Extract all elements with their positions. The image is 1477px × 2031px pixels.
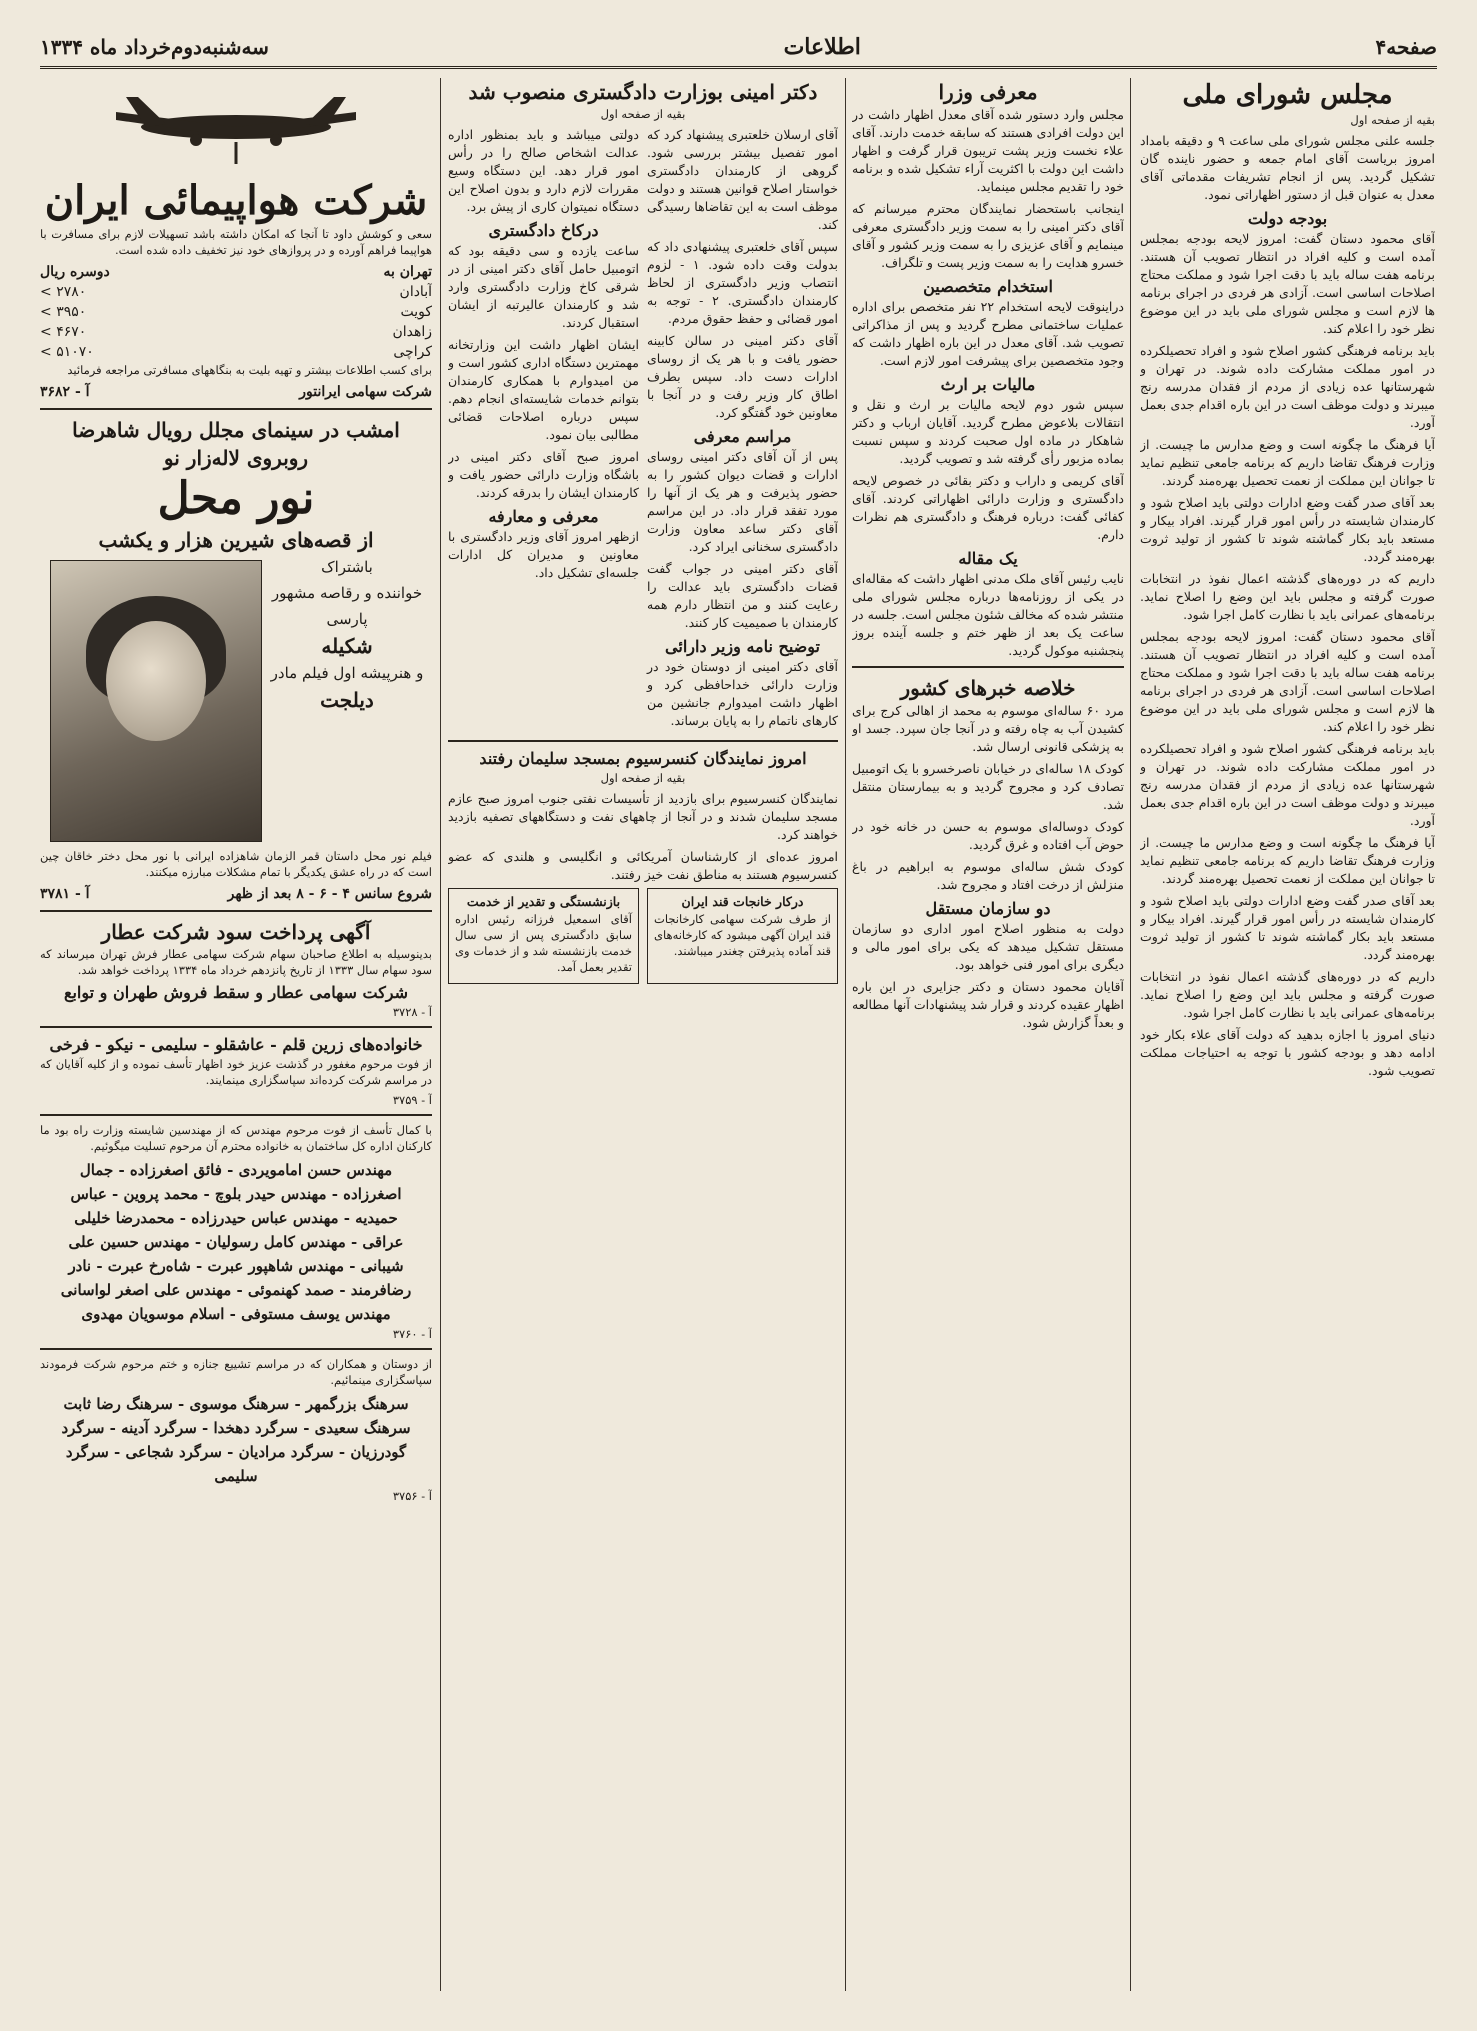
ad-title: خانواده‌های زرین قلم - عاشقلو - سلیمی - نیکو - فرخی <box>49 1035 423 1054</box>
actress-photo <box>50 560 262 842</box>
officers-ad <box>40 1356 432 1504</box>
names-line: سلیمی <box>214 1467 258 1485</box>
article-paragraph: نمایندگان کنسرسیوم برای بازدید از تأسیسات نفتی جنوب امروز صبح عازم مسجد سلیمان شدند و در آنجا از چاههای نفت و دستگاههای تصفیه بازدید خواهند کرد. <box>448 791 838 842</box>
fare-row: زاهدان ۴۶۷۰ > <box>40 324 432 340</box>
cast-intro: باشتراک <box>321 558 373 576</box>
film-subtitle: از قصه‌های شیرین هزار و یکشب <box>98 528 374 552</box>
column-rule <box>1130 78 1131 1991</box>
article-paragraph: آقای محمود دستان گفت: امروز لایحه بودجه بمجلس آمده است و کلیه افراد در انتظار تصویب آن هستند. برنامه هفت ساله باید با دقت اجرا شود و مملکت محتاج اصلاحات اساسی است. آزادی هر فردی در اجرای برنامه ها لازم است و مجلس شورای ملی باید در این موضوع نظر خود را اعلام کند. <box>1140 231 1435 336</box>
article-paragraph: سپس آقای خلعتبری پیشنهادی داد که بدولت وقت داده شود. ۱ - لزوم انتصاب وزیر دادگستری از لحاظ کارمندان دادگستری. ۲ - توجه به امور قضائی و حفظ حقوق مردم. <box>647 239 838 326</box>
divider <box>852 666 1124 668</box>
cinema-line2: روبروی لاله‌زار نو <box>163 446 309 470</box>
airplane-icon <box>86 82 386 172</box>
box-title: بازنشستگی و تقدیر از خدمت <box>466 894 621 909</box>
article-paragraph: نایب رئیس آقای ملک مدنی اظهار داشت که مقاله‌ای در یکی از روزنامه‌ها درباره مجلس شورای ملی منتشر شده که مخالف شئون مجلس است. جلسه در ساعت یک بعد از ظهر ختم و جلسه آینده بروز پنجشنبه موکول گردید. <box>852 571 1124 658</box>
airline-contact: برای کسب اطلاعات بیشتر و تهیه بلیت به بنگاههای مسافرتی مراجعه فرمائید <box>67 363 432 377</box>
fares-header <box>40 262 432 282</box>
names-line: عراقی - مهندس کامل رسولیان - مهندس حسین علی <box>68 1233 404 1251</box>
ad-code: آ - ۳۶۸۲ <box>40 384 90 400</box>
article-paragraph: آقایان محمود دستان و دکتر جزایری در این باره اظهار عقیده کردند و قرار شد پیشنهادات آنها مطالعه و بعداً گزارش شود. <box>852 979 1124 1030</box>
ad-code: آ - ۳۷۸۱ <box>40 886 90 902</box>
names-line: شیبانی - مهندس شاهپور عبرت - شاه‌رخ عبرت - نادر <box>68 1257 404 1275</box>
subhead-article: یک مقاله <box>958 549 1018 568</box>
article-paragraph: دولت به منظور اصلاح امور اداری دو سازمان مستقل تشکیل میدهد که یکی برای امور مالی و دیگری برای امور فنی خواهد بود. <box>852 921 1124 972</box>
cinema-body <box>40 554 432 848</box>
article-paragraph: ساعت یازده و سی دقیقه بود که اتومبیل حامل آقای دکتر امینی از در شرقی کاخ وزارت دادگستری وارد شد و کارمندان عالیرتبه از ایشان استقبال کردند. <box>448 243 639 330</box>
headline-justice-minister: دکتر امینی بوزارت دادگستری منصوب شد <box>468 80 818 104</box>
article-paragraph: جلسه علنی مجلس شورای ملی ساعت ۹ و دقیقه بامداد امروز بریاست آقای امام جمعه و حضور ناینده گان تشکیل گردید. پس از انجام تشریفات مقدماتی آقای معدل به عنوان قبل از دستور اظهاراتی نمود. <box>1140 133 1435 202</box>
subhead-inheritance-tax: مالیات بر ارث <box>940 375 1036 394</box>
subhead-introduction: مراسم معرفی <box>693 427 792 446</box>
ad-text: از دوستان و همکاران که در مراسم تشییع جنازه و ختم مرحوم شرکت فرمودند سپاسگزاری مینمائیم. <box>40 1357 432 1387</box>
article-paragraph: آقای دکتر امینی در سالن کابینه حضور یافت و با هر یک از روسای ادارات دست داد. سپس بطرف اطاق کار وزیر رفت و در آنجا با معاونین خود گفتگو کرد. <box>647 333 838 420</box>
names-line: مهندس حسن امامویردی - فائق اصغرزاده - جمال <box>79 1161 393 1179</box>
film-title: نور محل <box>157 473 315 524</box>
fare-row: آبادان ۲۷۸۰ > <box>40 284 432 300</box>
continued-note: بقیه از صفحه اول <box>600 107 686 121</box>
ad-code: آ - ۳۷۲۸ <box>392 1005 432 1019</box>
names-line: حمیدیه - مهندس عباس حیدرزاده - محمدرضا خلیلی <box>74 1209 398 1227</box>
subhead-justice-palace: درکاخ دادگستری <box>488 221 599 240</box>
article-paragraph: آیا فرهنگ ما چگونه است و وضع مدارس ما چیست. از وزارت فرهنگ تقاضا داریم که برنامه جامعی تنظیم نماید تا جوانان این مملکت از نعمت تحصیل بهره‌مند گردند. <box>1140 437 1435 488</box>
article-paragraph: بعد آقای صدر گفت وضع ادارات دولتی باید اصلاح شود و کارمندان شایسته در رأس امور قرار گیرند. افراد بیکار و مستعد باید بکار گماشته شوند تا کشور از تولید ثروت بهره‌مند گردد. <box>1140 495 1435 564</box>
article-paragraph: دراینوقت لایحه استخدام ۲۲ نفر متخصص برای اداره عملیات ساختمانی مطرح گردید و پس از مذاکراتی تصویب شد. آقای معدل در این باره اظهار داشت که وجود متخصصین برای پیشرفت امور لازم است. <box>852 299 1124 368</box>
headline-country-news: خلاصه خبرهای کشور <box>900 676 1076 700</box>
article-paragraph: آیا فرهنگ ما چگونه است و وضع مدارس ما چیست. از وزارت فرهنگ تقاضا داریم که برنامه جامعی تنظیم نماید تا جوانان این مملکت از نعمت تحصیل بهره‌مند گردند. <box>1140 835 1435 886</box>
star-name: دیلجت <box>320 688 374 712</box>
film-description: فیلم نور محل داستان قمر الزمان شاهزاده ایرانی با نور محل دختر خاقان چین است که در راه عشق یکدیگر با تمام مشکلات مبارزه میکنند. <box>40 849 432 879</box>
subcolumn-left <box>448 126 639 734</box>
article-paragraph: آقای ارسلان خلعتبری پیشنهاد کرد که امور تفصیل بیشتر بررسی شود. گروهی از کارمندان دادگستری خواستار اصلاح قوانین هستند و دولت موظف است به این تقاضاها رسیدگی کند. <box>647 127 838 232</box>
airline-text: سعی و کوشش داود تا آنجا که امکان داشته باشد تسهیلات لازم برای مسافرت با هواپیما فراهم آورده و در پروازهای خود نیز تخفیف داده شده است. <box>40 227 432 257</box>
divider <box>40 1026 432 1028</box>
headline-consortium: امروز نمایندگان کنسرسیوم بمسجد سلیمان رفتند <box>479 749 807 768</box>
article-paragraph: ازظهر امروز آقای وزیر دادگستری با معاونین و مدیران کل ادارات جلسه‌ای تشکیل داد. <box>448 529 639 580</box>
cast-role: و هنرپیشه اول فیلم مادر <box>270 664 424 682</box>
article-paragraph: اینجانب باستحضار نمایندگان محترم میرسانم که آقای دکتر امینی را به سمت وزیر دادگستری معرفی مینمایم و آقای عزیزی را به سمت وزیر کشور و آقای خسرو هدایت را به سمت وزیر پست و تلگراف. <box>852 201 1124 270</box>
article-paragraph: سپس شور دوم لایحه مالیات بر ارث و نقل و انتقالات بلاعوض مطرح گردید. آقایان ارباب و دکتر شاهکار در ماده اول صحبت کردند و سپس نسبت بماده مزبور رأی گرفته شد و تصویب گردید. <box>852 397 1124 466</box>
column-ministers <box>852 78 1124 1991</box>
issue-date: سه‌شنبه‌دوم‌خرداد ماه ۱۳۳۴ <box>40 35 269 59</box>
cinema-line1: امشب در سینمای مجلل رویال شاهرضا <box>72 418 400 442</box>
masthead <box>40 28 1437 69</box>
ad-text: بدینوسیله به اطلاع صاحبان سهام شرکت سهامی عطار فرش تهران میرساند که سود سهام سال ۱۳۳۳ از تاریخ پانزدهم خرداد ماه ۱۳۳۴ پرداخت خواهد شد. <box>40 947 432 977</box>
two-column-text <box>448 126 838 734</box>
star-name: شکیله <box>321 634 373 658</box>
column-rule <box>845 78 846 1991</box>
article-paragraph: آقای کریمی و داراب و دکتر بقائی در خصوص لایحه دادگستری و وزارت دارائی اظهاراتی کردند. آقای کفائی گفت: درباره فرهنگ و دادگستری هم نظرات دارم. <box>852 473 1124 542</box>
bottom-boxes <box>448 888 838 984</box>
article-paragraph: آقای محمود دستان گفت: امروز لایحه بودجه بمجلس آمده است و کلیه افراد در انتظار تصویب آن هستند. برنامه هفت ساله باید با دقت اجرا شود و مملکت محتاج اصلاحات اساسی است. آزادی هر فردی در اجرای برنامه ها لازم است و مجلس شورای ملی باید در این موضوع نظر خود را اعلام کند. <box>1140 629 1435 734</box>
box-title: درکار خانجات قند ایران <box>681 894 804 909</box>
airline-name: شرکت هواپیمائی ایران <box>44 177 428 224</box>
paper-name: اطلاعات <box>783 34 861 60</box>
cinema-ad <box>40 416 432 904</box>
news-item: مرد ۶۰ ساله‌ای موسوم به محمد از اهالی کرج برای کشیدن آب به چاه رفته و در آنجا جان سپرد. جسد او به پزشکی قانونی ارسال شد. <box>852 703 1124 754</box>
showtimes-row <box>40 884 432 904</box>
column-advertisements <box>40 78 432 1991</box>
airline-sign-row <box>40 382 432 402</box>
box-text: از طرف شرکت سهامی کارخانجات قند ایران آگهی میشود که کارخانه‌های قند آماده پذیرفتن چغندر میباشند. <box>654 912 831 958</box>
headline-ministers: معرفی وزرا <box>938 80 1038 104</box>
airline-ad <box>40 82 432 402</box>
dividend-ad <box>40 918 432 1020</box>
fare-row: کراچی ۵۱۰۷۰ > <box>40 344 432 360</box>
page-label: صفحه۴ <box>1375 35 1437 59</box>
names-line: اصغرزاده - مهندس حیدر بلوچ - محمد پروین - عباس <box>70 1185 402 1203</box>
names-line: مهندس یوسف مستوفی - اسلام موسویان مهدوی <box>81 1305 391 1323</box>
fares-from: تهران به <box>383 264 432 280</box>
officers-list <box>40 1392 432 1488</box>
retirement-box <box>448 888 639 984</box>
fares-unit: دوسره ریال <box>40 264 110 280</box>
ad-text: از فوت مرحوم مغفور در گذشت عزیز خود اظهار تأسف نموده و از کلیه آقایان که در مراسم شرکت کرده‌اند سپاسگزاری مینمایند. <box>40 1057 432 1087</box>
ad-code: آ - ۳۷۶۰ <box>392 1327 432 1341</box>
subhead-finance-minister: توضیح نامه وزیر دارائی <box>665 637 820 656</box>
cast-lang: پارسی <box>326 610 368 628</box>
ad-sign: شرکت سهامی عطار و سقط فروش طهران و توابع <box>63 983 409 1002</box>
box-text: آقای اسمعیل فرزانه رئیس اداره سابق دادگستری پس از سی سال خدمت بازنشسته شد و از خدمات وی تقدیر بعمل آمد. <box>455 912 632 974</box>
names-list <box>40 1158 432 1326</box>
subhead-two-agencies: دو سازمان مستقل <box>925 899 1051 918</box>
ad-text: با کمال تأسف از فوت مرحوم مهندس که از مهندسین شایسته وزارت راه بود ما کارکنان اداره کل ساختمان به خانواده محترم آن مرحوم تسلیت میگوئیم. <box>40 1123 432 1153</box>
article-paragraph: دولتی میباشد و باید بمنظور اداره عدالت اشخاص صالح را در رأس امور قرار دهد. این دستگاه وسیع مقررات لازم دارد و بدون اصلاح این دستگاه نمیتوان کاری از پیش برد. <box>448 127 639 214</box>
fare-row: کویت ۳۹۵۰ > <box>40 304 432 320</box>
showtimes: شروع سانس ۴ - ۶ - ۸ بعد از ظهر <box>227 886 432 902</box>
ad-code: آ - ۳۷۵۹ <box>392 1093 432 1107</box>
news-item: کودک دوساله‌ای موسوم به حسن در خانه خود در حوض آب افتاده و غرق گردید. <box>852 819 1124 852</box>
subcolumn-right <box>647 126 838 734</box>
article-paragraph: آقای دکتر امینی از دوستان خود در وزارت دارائی خداحافظی کرد و اظهار داشت امیدوارم جانشین من کارهای ناتمام را به پایان برساند. <box>647 659 838 728</box>
article-paragraph: پس از آن آقای دکتر امینی روسای ادارات و قضات دیوان کشور را به حضور پذیرفت و هر یک از آنها را مورد تفقد قرار داد. در این مراسم آقای دکتر ساعد معاون وزارت دادگستری سخنانی ایراد کرد. <box>647 449 838 554</box>
article-paragraph: دنیای امروز با اجازه بدهید که دولت آقای علاء بکار خود ادامه دهد و بودجه کشور با توجه به احتیاجات مملکت تصویب شود. <box>1140 1027 1435 1078</box>
names-line: سرهنگ بزرگمهر - سرهنگ موسوی - سرهنگ رضا ثابت <box>63 1395 409 1413</box>
divider <box>40 1114 432 1116</box>
article-paragraph: باید برنامه فرهنگی کشور اصلاح شود و افراد تحصیلکرده در امور مملکت مشارکت داده شوند. در تهران و شهرستانها عده زیادی از مردم از فقدان مدرسه رنج میبرند و دولت موظف است در این باره اقدام جدی بعمل آورد. <box>1140 741 1435 828</box>
names-line: رضافرمند - صمد کهنموئی - مهندس علی اصغر لواسانی <box>60 1281 412 1299</box>
subhead-budget: بودجه دولت <box>1247 209 1328 228</box>
names-line: گودرزیان - سرگرد مرادیان - سرگرد شجاعی - سرگرد <box>65 1443 407 1461</box>
article-paragraph: امروز صبح آقای دکتر امینی در باشگاه وزارت دارائی حضور یافت و کارمندان ایشان را بدرقه کردند. <box>448 449 639 500</box>
article-paragraph: امروز عده‌ای از کارشناسان آمریکائی و انگلیسی و هلندی که عضو کنسرسیوم هستند به مناطق نفت خیز رفتند. <box>448 849 838 882</box>
column-rule <box>440 78 441 1991</box>
headline-parliament: مجلس شورای ملی <box>1182 80 1393 110</box>
ad-title: آگهی پرداخت سود شرکت عطار <box>101 920 371 944</box>
condolence-ad <box>40 1034 432 1108</box>
article-paragraph: ایشان اظهار داشت این وزارتخانه مهمترین دستگاه اداری کشور است و من امیدوارم با همکاری کارمندان بتوانم خدمات شایسته‌ای انجام دهم. سپس درباره اصلاحات قضائی مطالبی بیان نمود. <box>448 337 639 442</box>
continued-note: بقیه از صفحه اول <box>1350 113 1435 127</box>
column-parliament <box>1140 78 1435 1991</box>
engineers-ad <box>40 1122 432 1342</box>
divider <box>40 408 432 410</box>
article-paragraph: مجلس وارد دستور شده آقای معدل اظهار داشت در این دولت افرادی هستند که سابقه خدمت دارند. آقای علاء نخست وزیر پشت تریبون قرار گرفت و اظهار داشت این دولت با اکثریت آراء تشکیل شده و برنامه خود را تقدیم مجلس مینماید. <box>852 107 1124 194</box>
names-line: سرهنگ سعیدی - سرگرد دهخدا - سرگرد آدینه - سرگرد <box>61 1419 411 1437</box>
subhead-meeting: معرفی و معارفه <box>488 507 599 526</box>
continued-note: بقیه از صفحه اول <box>600 771 686 785</box>
sugar-factory-box <box>647 888 838 984</box>
column-justice <box>448 78 838 1991</box>
news-item: کودک شش ساله‌ای موسوم به ابراهیم در باغ منزلش از درخت افتاد و مجروح شد. <box>852 859 1124 892</box>
subhead-experts: استخدام متخصصین <box>923 277 1053 296</box>
article-paragraph: باید برنامه فرهنگی کشور اصلاح شود و افراد تحصیلکرده در امور مملکت مشارکت داده شوند. در تهران و شهرستانها عده زیادی از مردم از فقدان مدرسه رنج میبرند و دولت موظف است در این باره اقدام جدی بعمل آورد. <box>1140 343 1435 430</box>
divider <box>448 740 838 742</box>
cast-role: خواننده و رقاصه مشهور <box>271 584 423 602</box>
article-paragraph: داریم که در دوره‌های گذشته اعمال نفوذ در انتخابات صورت گرفته و مجلس باید این وضع را اصلاح نماید. برنامه‌های عمرانی باید با نظارت کامل اجرا شود. <box>1140 571 1435 622</box>
divider <box>40 1348 432 1350</box>
ad-code: آ - ۳۷۵۶ <box>392 1489 432 1503</box>
article-paragraph: داریم که در دوره‌های گذشته اعمال نفوذ در انتخابات صورت گرفته و مجلس باید این وضع را اصلاح نماید. برنامه‌های عمرانی باید با نظارت کامل اجرا شود. <box>1140 969 1435 1020</box>
article-paragraph: بعد آقای صدر گفت وضع ادارات دولتی باید اصلاح شود و کارمندان شایسته در رأس امور قرار گیرند. افراد بیکار و مستعد باید بکار گماشته شوند تا کشور از تولید ثروت بهره‌مند گردد. <box>1140 893 1435 962</box>
news-item: کودک ۱۸ ساله‌ای در خیابان ناصرخسرو با یک اتومبیل تصادف کرد و مجروح گردید و به بیمارستان منتقل شد. <box>852 761 1124 812</box>
article-paragraph: آقای دکتر امینی در جواب گفت قضات دادگستری باید عدالت را رعایت کنند و من انتظار دارم همه کارمندان با صمیمیت کار کنند. <box>647 561 838 630</box>
divider <box>40 910 432 912</box>
airline-sign: شرکت سهامی ایرانتور <box>299 384 432 400</box>
